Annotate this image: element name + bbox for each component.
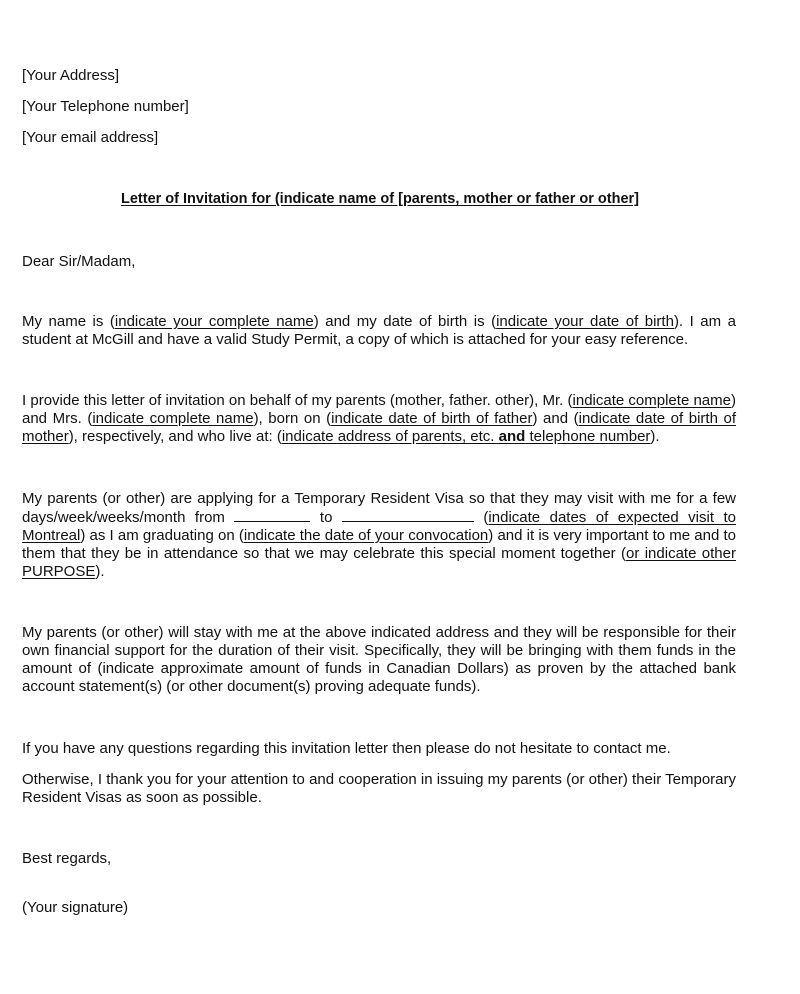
letter-title xyxy=(22,190,738,208)
paragraph-contact: If you have any questions regarding this invitation letter then please do not hesitate to contact me. xyxy=(22,740,671,757)
letter-title-text: Letter of Invitation for (indicate name of [parents, mother or father or other] xyxy=(120,191,639,207)
signature-placeholder: (Your signature) xyxy=(22,899,129,916)
text: ) and Mrs. ( xyxy=(22,392,736,427)
placeholder-mother-dob: indicate date of birth of mother xyxy=(22,410,737,445)
placeholder-date-of-birth: indicate your date of birth xyxy=(496,313,674,330)
text: ) and ( xyxy=(532,410,579,427)
paragraph-introduction xyxy=(22,313,736,349)
sender-address: [Your Address] xyxy=(22,67,120,84)
text: ). xyxy=(650,428,660,445)
text: ). I am a student at McGill and have a valid Study Permit, a copy of which is attached for your easy reference. xyxy=(22,313,736,348)
paragraph-financial-support: My parents (or other) will stay with me at the above indicated address and they will be responsible for their own financial support for the duration of their visit. Specifically, they will be bringing with them funds in the amount of (indicate approximate amount of funds in Canadian Dollars) as proven by the attached bank account statement(s) (or other document(s) proving adequate funds). xyxy=(22,624,736,695)
text: ) as I am graduating on ( xyxy=(80,527,244,544)
placeholder-visit-dates: indicate dates of expected visit to Montreal xyxy=(22,509,737,544)
text: My name is ( xyxy=(22,313,115,330)
sender-email: [Your email address] xyxy=(22,129,159,146)
text: ). xyxy=(95,563,105,580)
salutation: Dear Sir/Madam, xyxy=(22,253,136,270)
text: ( xyxy=(483,509,489,526)
text: ), born on ( xyxy=(253,410,332,427)
text: to xyxy=(319,509,333,526)
text-bold: and xyxy=(498,428,526,445)
blank-date-to xyxy=(342,508,474,522)
placeholder-father-dob: indicate date of birth of father xyxy=(331,410,533,427)
placeholder-father-name: indicate complete name xyxy=(572,392,731,409)
text: indicate address of parents, etc. xyxy=(281,428,495,445)
placeholder-mother-name: indicate complete name xyxy=(92,410,254,427)
placeholder-other-purpose: or indicate other PURPOSE xyxy=(22,545,736,580)
text: telephone number xyxy=(529,428,651,445)
text: ) and my date of birth is ( xyxy=(313,313,497,330)
paragraph-thanks: Otherwise, I thank you for your attention to and cooperation in issuing my parents (or other) their Temporary Resident Visas as soon as possible. xyxy=(22,771,736,806)
sender-telephone: [Your Telephone number] xyxy=(22,98,189,115)
paragraph-visit-purpose xyxy=(22,490,736,581)
text: ) and it is very important to me and to them that they be in attendance so that we may celebrate this special moment together ( xyxy=(22,527,736,562)
closing: Best regards, xyxy=(22,850,112,867)
placeholder-complete-name: indicate your complete name xyxy=(114,313,314,330)
placeholder-parents-address xyxy=(282,428,651,445)
text: My parents (or other) are applying for a Temporary Resident Visa so that they may visit with me for a few days/week/weeks/month from xyxy=(22,490,736,526)
text: I provide this letter of invitation on behalf of my parents (mother, father. other), Mr. ( xyxy=(22,392,573,409)
blank-date-from xyxy=(234,508,310,522)
text: ), respectively, and who live at: ( xyxy=(68,428,282,445)
paragraph-parents-info xyxy=(22,392,736,446)
placeholder-convocation-date: indicate the date of your convocation xyxy=(243,527,489,544)
